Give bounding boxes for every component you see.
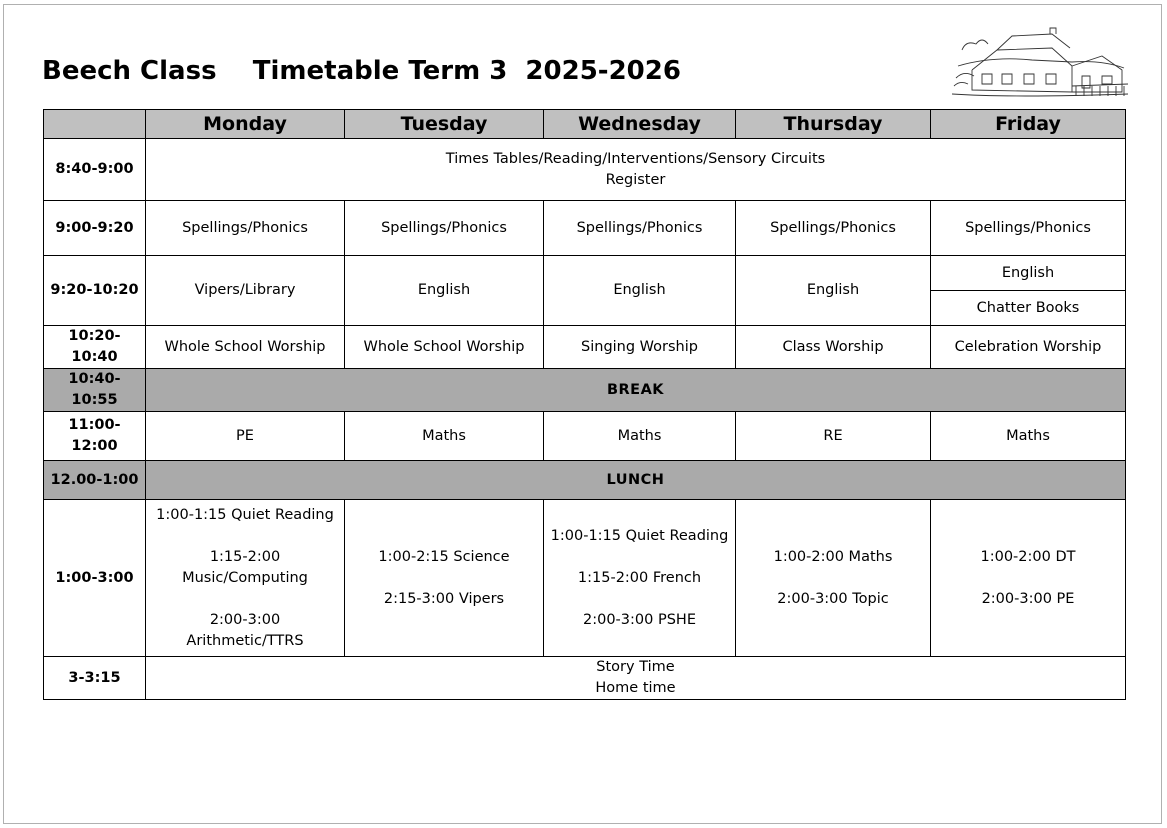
table-row bbox=[44, 500, 1126, 657]
timetable-grid bbox=[43, 109, 1126, 700]
time-cell bbox=[44, 326, 146, 369]
split-lesson-cell bbox=[931, 256, 1126, 326]
time-end: 10:55 bbox=[71, 392, 118, 408]
merged-activity-cell bbox=[146, 139, 1126, 201]
activity-line: 1:00-2:00 Maths bbox=[773, 548, 893, 565]
page-title bbox=[42, 56, 681, 86]
lesson-cell: English bbox=[345, 256, 544, 326]
time-cell bbox=[44, 369, 146, 412]
merged-activity-cell bbox=[146, 657, 1126, 700]
lesson-cell: Class Worship bbox=[736, 326, 931, 369]
lesson-cell: Vipers/Library bbox=[146, 256, 345, 326]
table-row bbox=[44, 139, 1126, 201]
day-header-wednesday: Wednesday bbox=[544, 110, 736, 139]
activity-line: 1:00-1:15 Quiet Reading bbox=[550, 527, 729, 544]
activity-line: Home time bbox=[595, 680, 676, 696]
activity-line: 1:15-2:00 bbox=[209, 548, 281, 565]
lesson-cell: English bbox=[736, 256, 931, 326]
lesson-cell: Whole School Worship bbox=[146, 326, 345, 369]
lesson-cell-thursday bbox=[736, 500, 931, 657]
time-cell: 9:20-10:20 bbox=[44, 256, 146, 326]
table-row bbox=[44, 326, 1126, 369]
activity-line: Times Tables/Reading/Interventions/Sensory Circuits bbox=[445, 150, 826, 167]
time-start: 10:20- bbox=[68, 328, 121, 344]
activity-line: Story Time bbox=[596, 659, 675, 675]
lesson-cell: Spellings/Phonics bbox=[931, 201, 1126, 256]
activity-line: 2:00-3:00 PE bbox=[981, 590, 1075, 607]
lesson-bottom: Chatter Books bbox=[931, 290, 1125, 325]
activity-line: Arithmetic/TTRS bbox=[186, 632, 304, 649]
lesson-cell: Spellings/Phonics bbox=[345, 201, 544, 256]
time-cell: 3-3:15 bbox=[44, 657, 146, 700]
lesson-cell: Celebration Worship bbox=[931, 326, 1126, 369]
lesson-cell-tuesday bbox=[345, 500, 544, 657]
header-row bbox=[44, 110, 1126, 139]
lesson-cell-monday bbox=[146, 500, 345, 657]
activity-line: 2:00-3:00 Topic bbox=[777, 590, 889, 607]
activity-line: Music/Computing bbox=[182, 569, 308, 586]
lesson-cell: Maths bbox=[544, 412, 736, 461]
day-header-thursday: Thursday bbox=[736, 110, 931, 139]
lesson-cell: Singing Worship bbox=[544, 326, 736, 369]
table-row bbox=[44, 201, 1126, 256]
lunch-label: LUNCH bbox=[146, 461, 1126, 500]
activity-line: Register bbox=[605, 171, 666, 188]
lesson-cell: PE bbox=[146, 412, 345, 461]
school-building-sketch-icon bbox=[952, 26, 1128, 100]
table-row bbox=[44, 657, 1126, 700]
break-row bbox=[44, 369, 1126, 412]
time-cell: 9:00-9:20 bbox=[44, 201, 146, 256]
time-cell: 1:00-3:00 bbox=[44, 500, 146, 657]
day-header-friday: Friday bbox=[931, 110, 1126, 139]
activity-line: 1:00-1:15 Quiet Reading bbox=[156, 506, 334, 523]
activity-line: 2:00-3:00 bbox=[209, 611, 281, 628]
activity-line: 1:00-2:15 Science bbox=[378, 548, 510, 565]
time-start: 10:40- bbox=[68, 371, 121, 387]
activity-line: 2:15-3:00 Vipers bbox=[383, 590, 505, 607]
lesson-cell: Maths bbox=[345, 412, 544, 461]
lesson-cell-friday bbox=[931, 500, 1126, 657]
activity-line: 1:15-2:00 French bbox=[577, 569, 702, 586]
break-label: BREAK bbox=[146, 369, 1126, 412]
time-cell bbox=[44, 412, 146, 461]
lesson-cell: Spellings/Phonics bbox=[146, 201, 345, 256]
lesson-cell: Whole School Worship bbox=[345, 326, 544, 369]
table-row bbox=[44, 256, 1126, 326]
lesson-cell: English bbox=[544, 256, 736, 326]
class-name: Beech Class bbox=[42, 56, 217, 86]
lesson-cell-wednesday bbox=[544, 500, 736, 657]
time-cell: 12.00-1:00 bbox=[44, 461, 146, 500]
lesson-cell: Spellings/Phonics bbox=[544, 201, 736, 256]
school-year: 2025-2026 bbox=[525, 56, 681, 86]
activity-line: 2:00-3:00 PSHE bbox=[583, 611, 696, 628]
day-header-tuesday: Tuesday bbox=[345, 110, 544, 139]
timetable-title: Timetable Term 3 bbox=[252, 56, 508, 86]
corner-cell bbox=[44, 110, 146, 139]
time-cell: 8:40-9:00 bbox=[44, 139, 146, 201]
lunch-row bbox=[44, 461, 1126, 500]
table-row bbox=[44, 412, 1126, 461]
activity-line: 1:00-2:00 DT bbox=[980, 548, 1076, 565]
time-end: 12:00 bbox=[71, 438, 118, 454]
lesson-cell: Maths bbox=[931, 412, 1126, 461]
day-header-monday: Monday bbox=[146, 110, 345, 139]
time-start: 11:00- bbox=[68, 417, 121, 433]
time-end: 10:40 bbox=[71, 349, 118, 365]
lesson-cell: Spellings/Phonics bbox=[736, 201, 931, 256]
lesson-cell: RE bbox=[736, 412, 931, 461]
lesson-top: English bbox=[1001, 264, 1055, 281]
